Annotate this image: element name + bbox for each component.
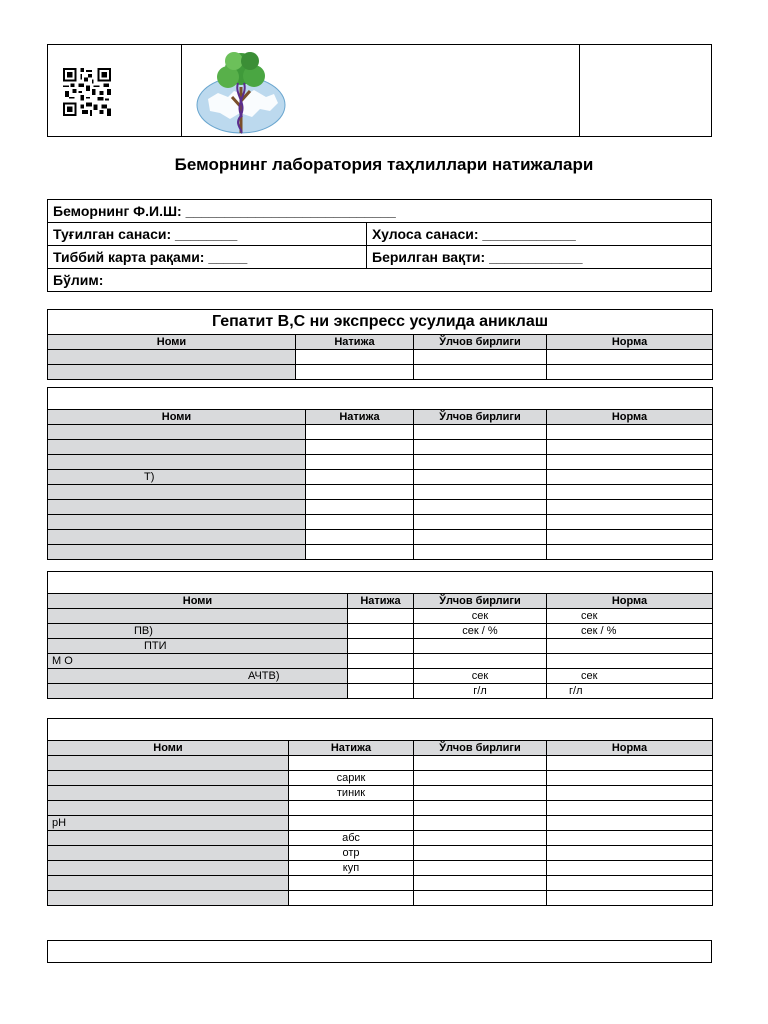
norm-cell bbox=[547, 876, 713, 891]
table-row bbox=[48, 801, 713, 816]
test-name-cell: T) bbox=[48, 470, 306, 485]
section-title bbox=[48, 572, 713, 594]
norm-cell bbox=[547, 771, 713, 786]
column-header-name: Номи bbox=[48, 741, 289, 756]
unit-cell bbox=[414, 455, 547, 470]
table-row bbox=[48, 831, 713, 846]
section-2-table bbox=[47, 387, 713, 560]
norm-cell bbox=[547, 530, 713, 545]
test-name-cell bbox=[48, 455, 306, 470]
unit-cell bbox=[414, 545, 547, 560]
section-title bbox=[48, 719, 713, 741]
norm-cell bbox=[547, 440, 713, 455]
result-cell[interactable]: тиник bbox=[289, 786, 414, 801]
test-name-cell: М О bbox=[48, 654, 348, 669]
test-name-cell bbox=[48, 365, 296, 380]
column-header-result: Натижа bbox=[296, 335, 414, 350]
section-title-row bbox=[48, 310, 713, 335]
column-header-norm: Норма bbox=[547, 741, 713, 756]
column-header-unit: Ўлчов бирлиги bbox=[414, 410, 547, 425]
table-row bbox=[48, 470, 713, 485]
test-name-cell: pH bbox=[48, 816, 289, 831]
table-row bbox=[48, 365, 713, 380]
table-row bbox=[48, 455, 713, 470]
column-header-norm: Норма bbox=[547, 410, 713, 425]
section-title: Гепатит B,C ни экспресс усулида аниклаш bbox=[48, 310, 713, 335]
column-header-name: Номи bbox=[48, 335, 296, 350]
result-cell[interactable] bbox=[348, 639, 414, 654]
result-cell[interactable] bbox=[296, 350, 414, 365]
norm-cell bbox=[547, 545, 713, 560]
result-cell[interactable] bbox=[306, 485, 414, 500]
unit-cell: сек / % bbox=[414, 624, 547, 639]
test-name-cell bbox=[48, 530, 306, 545]
result-cell[interactable] bbox=[289, 756, 414, 771]
test-name-cell bbox=[48, 500, 306, 515]
unit-cell bbox=[414, 816, 547, 831]
table-row bbox=[48, 891, 713, 906]
norm-cell bbox=[547, 816, 713, 831]
patient-info-box bbox=[47, 199, 712, 292]
section-title-row bbox=[48, 719, 713, 741]
test-name-cell bbox=[48, 756, 289, 771]
test-name-cell bbox=[48, 771, 289, 786]
test-name-cell bbox=[48, 545, 306, 560]
table-row bbox=[48, 350, 713, 365]
test-name-cell: ПТИ bbox=[48, 639, 348, 654]
result-cell[interactable] bbox=[289, 801, 414, 816]
table-header-row bbox=[48, 741, 713, 756]
result-cell[interactable] bbox=[348, 624, 414, 639]
unit-cell bbox=[414, 654, 547, 669]
column-header-norm: Норма bbox=[547, 335, 713, 350]
norm-cell bbox=[547, 485, 713, 500]
unit-cell bbox=[414, 425, 547, 440]
header-box bbox=[47, 44, 712, 137]
result-cell[interactable] bbox=[348, 669, 414, 684]
unit-cell: сек bbox=[414, 609, 547, 624]
column-header-result: Натижа bbox=[289, 741, 414, 756]
norm-cell bbox=[547, 455, 713, 470]
table-row bbox=[48, 485, 713, 500]
table-row bbox=[48, 786, 713, 801]
table-row bbox=[48, 861, 713, 876]
result-cell[interactable] bbox=[289, 816, 414, 831]
norm-cell: сек bbox=[547, 669, 713, 684]
norm-cell bbox=[547, 756, 713, 771]
result-cell[interactable] bbox=[348, 654, 414, 669]
table-row bbox=[48, 654, 713, 669]
result-cell[interactable] bbox=[348, 684, 414, 699]
table-row bbox=[48, 876, 713, 891]
header-qr-cell bbox=[48, 45, 182, 136]
result-cell[interactable] bbox=[289, 891, 414, 906]
norm-cell bbox=[547, 861, 713, 876]
test-name-cell: ПВ) bbox=[48, 624, 348, 639]
department-row bbox=[48, 269, 711, 291]
result-cell[interactable]: абс bbox=[289, 831, 414, 846]
norm-cell bbox=[547, 515, 713, 530]
result-cell[interactable]: куп bbox=[289, 861, 414, 876]
unit-cell bbox=[414, 530, 547, 545]
norm-cell bbox=[547, 891, 713, 906]
footer-box bbox=[47, 940, 712, 963]
table-row bbox=[48, 440, 713, 455]
unit-cell bbox=[414, 470, 547, 485]
table-row bbox=[48, 846, 713, 861]
unit-cell bbox=[414, 485, 547, 500]
test-name-cell bbox=[48, 485, 306, 500]
test-name-cell bbox=[48, 515, 306, 530]
norm-cell bbox=[547, 639, 713, 654]
table-row bbox=[48, 530, 713, 545]
norm-cell: г/л bbox=[547, 684, 713, 699]
norm-cell bbox=[547, 801, 713, 816]
test-name-cell bbox=[48, 846, 289, 861]
result-cell[interactable] bbox=[289, 876, 414, 891]
result-cell[interactable]: сарик bbox=[289, 771, 414, 786]
patient-name-row bbox=[48, 200, 711, 223]
page-title: Беморнинг лаборатория таҳлиллари натижалари bbox=[174, 155, 594, 174]
test-name-cell bbox=[48, 861, 289, 876]
norm-cell bbox=[547, 350, 713, 365]
table-row bbox=[48, 515, 713, 530]
column-header-result: Натижа bbox=[348, 594, 414, 609]
table-row bbox=[48, 500, 713, 515]
unit-cell: сек bbox=[414, 669, 547, 684]
table-row bbox=[48, 624, 713, 639]
test-name-cell bbox=[48, 350, 296, 365]
result-cell[interactable] bbox=[306, 530, 414, 545]
unit-cell bbox=[414, 846, 547, 861]
dates-row bbox=[48, 223, 711, 246]
issue-time-field: Берилган вақти: ____________ bbox=[372, 249, 583, 265]
unit-cell bbox=[414, 786, 547, 801]
test-name-cell: АЧТВ) bbox=[48, 669, 348, 684]
table-row bbox=[48, 425, 713, 440]
table-row bbox=[48, 756, 713, 771]
unit-cell bbox=[414, 350, 547, 365]
test-name-cell bbox=[48, 801, 289, 816]
test-name-cell bbox=[48, 831, 289, 846]
table-row bbox=[48, 545, 713, 560]
table-row bbox=[48, 771, 713, 786]
norm-cell bbox=[547, 786, 713, 801]
result-cell[interactable] bbox=[306, 425, 414, 440]
column-header-result: Натижа bbox=[306, 410, 414, 425]
table-header-row bbox=[48, 594, 713, 609]
table-row bbox=[48, 639, 713, 654]
coagulation-section-table bbox=[47, 571, 713, 699]
norm-cell bbox=[547, 365, 713, 380]
result-cell[interactable] bbox=[306, 455, 414, 470]
norm-cell: сек / % bbox=[547, 624, 713, 639]
result-cell[interactable] bbox=[306, 440, 414, 455]
norm-cell bbox=[547, 425, 713, 440]
result-cell[interactable] bbox=[348, 609, 414, 624]
table-header-row bbox=[48, 410, 713, 425]
test-name-cell bbox=[48, 786, 289, 801]
conclusion-date-field: Хулоса санаси: ____________ bbox=[372, 226, 576, 242]
column-header-unit: Ўлчов бирлиги bbox=[414, 741, 547, 756]
table-row bbox=[48, 816, 713, 831]
table-row bbox=[48, 684, 713, 699]
urine-section-table bbox=[47, 718, 713, 906]
hepatitis-section-table bbox=[47, 309, 713, 380]
column-header-name: Номи bbox=[48, 594, 348, 609]
table-row bbox=[48, 669, 713, 684]
unit-cell bbox=[414, 515, 547, 530]
section-title-row bbox=[48, 388, 713, 410]
norm-cell bbox=[547, 654, 713, 669]
unit-cell bbox=[414, 500, 547, 515]
unit-cell bbox=[414, 891, 547, 906]
department-field: Бўлим: bbox=[53, 272, 104, 288]
result-cell[interactable] bbox=[306, 515, 414, 530]
unit-cell bbox=[414, 756, 547, 771]
test-name-cell bbox=[48, 876, 289, 891]
test-name-cell bbox=[48, 425, 306, 440]
test-name-cell bbox=[48, 891, 289, 906]
result-cell[interactable] bbox=[306, 470, 414, 485]
unit-cell bbox=[414, 639, 547, 654]
test-name-cell bbox=[48, 684, 348, 699]
unit-cell bbox=[414, 861, 547, 876]
unit-cell bbox=[414, 771, 547, 786]
test-name-cell bbox=[48, 609, 348, 624]
norm-cell: сек bbox=[547, 609, 713, 624]
result-cell[interactable] bbox=[306, 545, 414, 560]
unit-cell bbox=[414, 876, 547, 891]
test-name-cell bbox=[48, 440, 306, 455]
section-title bbox=[48, 388, 713, 410]
tree-logo-icon bbox=[194, 47, 288, 135]
result-cell[interactable]: отр bbox=[289, 846, 414, 861]
column-header-norm: Норма bbox=[547, 594, 713, 609]
column-header-name: Номи bbox=[48, 410, 306, 425]
norm-cell bbox=[547, 500, 713, 515]
unit-cell bbox=[414, 831, 547, 846]
table-header-row bbox=[48, 335, 713, 350]
norm-cell bbox=[547, 470, 713, 485]
result-cell[interactable] bbox=[296, 365, 414, 380]
norm-cell bbox=[547, 831, 713, 846]
table-row bbox=[48, 609, 713, 624]
unit-cell bbox=[414, 365, 547, 380]
column-header-unit: Ўлчов бирлиги bbox=[414, 335, 547, 350]
norm-cell bbox=[547, 846, 713, 861]
column-header-unit: Ўлчов бирлиги bbox=[414, 594, 547, 609]
section-title-row bbox=[48, 572, 713, 594]
patient-name-field: Беморнинг Ф.И.Ш: ___________________________ bbox=[53, 203, 396, 219]
qr-code-icon bbox=[63, 68, 111, 116]
card-number-field: Тиббий карта рақами: _____ bbox=[48, 246, 367, 268]
card-row bbox=[48, 246, 711, 269]
birth-date-field: Туғилган санаси: ________ bbox=[48, 223, 367, 245]
header-empty-cell bbox=[579, 45, 713, 136]
unit-cell bbox=[414, 440, 547, 455]
result-cell[interactable] bbox=[306, 500, 414, 515]
unit-cell bbox=[414, 801, 547, 816]
unit-cell: г/л bbox=[414, 684, 547, 699]
